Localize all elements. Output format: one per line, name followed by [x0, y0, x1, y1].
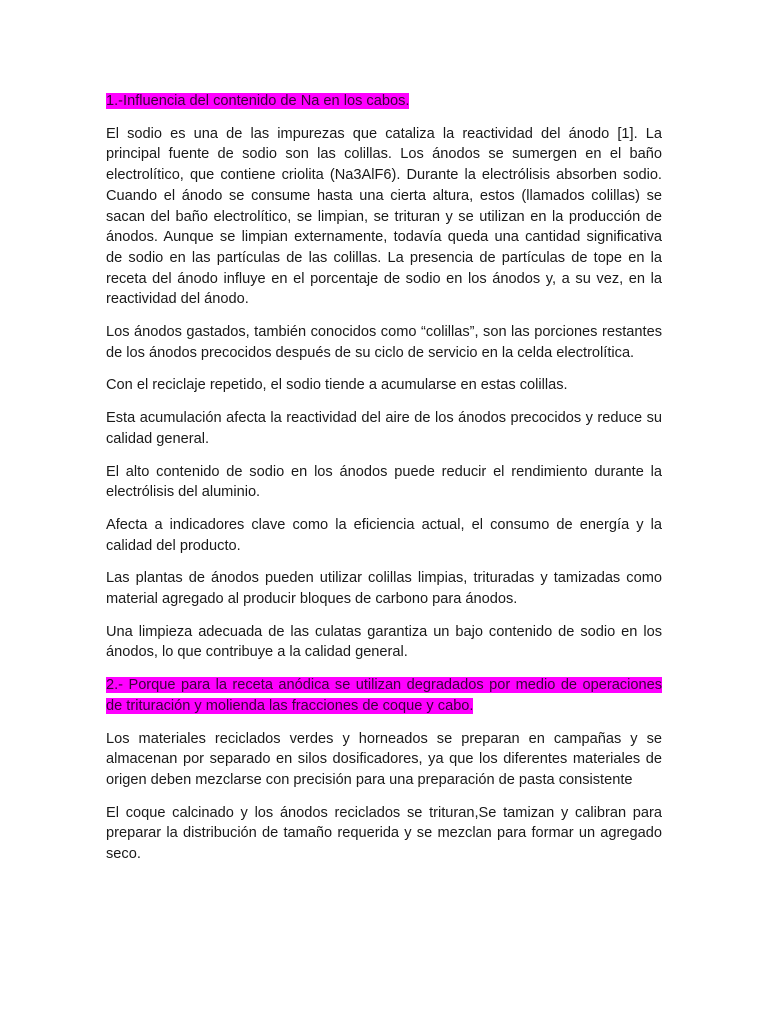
section-1-paragraph-3: Con el reciclaje repetido, el sodio tiende a acumularse en estas colillas.: [106, 377, 568, 394]
section-1-paragraph-6: Afecta a indicadores clave como la eficiencia actual, el consumo de energía y la calidad del producto.: [106, 516, 662, 554]
section-2-paragraph-2: El coque calcinado y los ánodos reciclados se trituran,Se tamizan y calibran para preparar la distribución de tamaño requerida y se mezclan para formar un agregado seco.: [106, 804, 662, 863]
document-page: [106, 91, 662, 877]
section-2-heading: [106, 675, 662, 716]
section-1-heading-text: 1.-Influencia del contenido de Na en los cabos.: [106, 93, 410, 109]
section-1-paragraph-7: Las plantas de ánodos pueden utilizar colillas limpias, trituradas y tamizadas como material agregado al producir bloques de carbono para ánodos.: [106, 570, 662, 608]
section-1-heading: [106, 91, 662, 112]
section-1-paragraph-2: Los ánodos gastados, también conocidos como “colillas”, son las porciones restantes de los ánodos precocidos después de su ciclo de servicio en la celda electrolítica.: [106, 324, 662, 361]
section-2-paragraph-1: Los materiales reciclados verdes y horneados se preparan en campañas y se almacenan por separado en silos dosificadores, ya que los diferentes materiales de origen deben mezclarse con precisión para una preparación de pasta consistente: [106, 730, 662, 788]
section-2-heading-text: 2.- Porque para la receta anódica se utilizan degradados por medio de operaciones de trituración y molienda las fracciones de coque y cabo.: [106, 677, 662, 714]
section-1-paragraph-8: Una limpieza adecuada de las culatas garantiza un bajo contenido de sodio en los ánodos, lo que contribuye a la calidad general.: [106, 623, 662, 661]
section-1-paragraph-1: El sodio es una de las impurezas que cataliza la reactividad del ánodo [1]. La principal fuente de sodio son las colillas. Los ánodos se sumergen en el baño electrolítico, que contiene criolita (Na3AlF6). Durante la electrólisis absorben sodio. Cuando el ánodo se consume hasta una cierta altura, estos (llamados colillas) se sacan del baño electrolítico, se limpian, se trituran y se utilizan en la producción de ánodos. Aunque se limpian externamente, todavía queda una cantidad significativa de sodio en las partículas de las colillas. La presencia de partículas de tope en la receta del ánodo influye en el porcentaje de sodio en los ánodos y, a su vez, en la reactividad del ánodo.: [106, 125, 662, 308]
section-1-paragraph-4: Esta acumulación afecta la reactividad del aire de los ánodos precocidos y reduce su calidad general.: [106, 410, 662, 447]
section-1-paragraph-5: El alto contenido de sodio en los ánodos puede reducir el rendimiento durante la electrólisis del aluminio.: [106, 463, 662, 501]
